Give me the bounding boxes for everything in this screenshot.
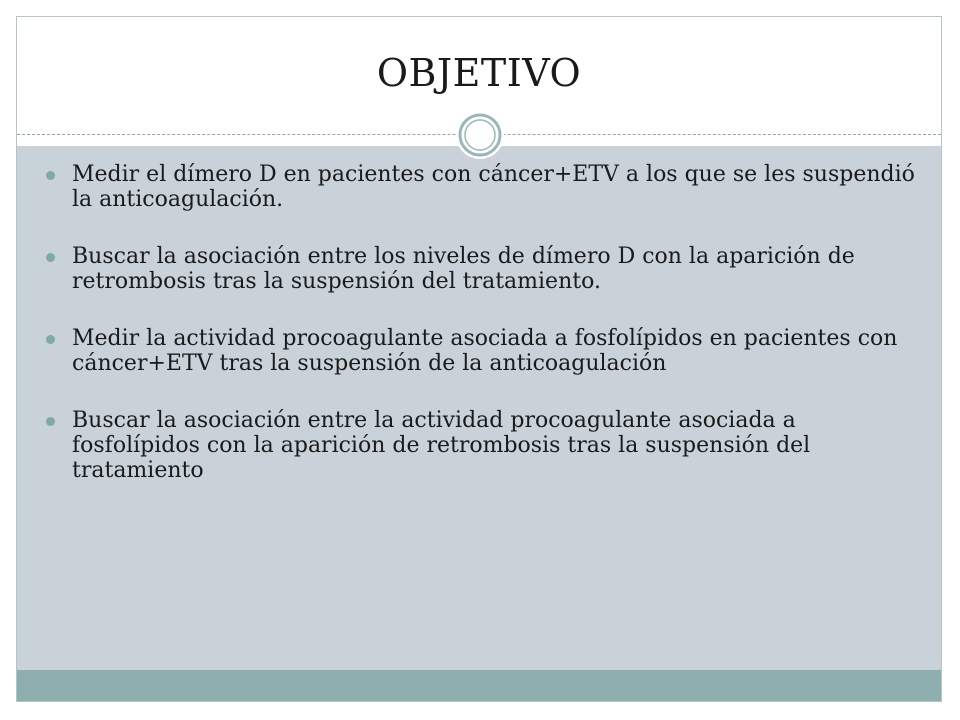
bullet-item [46, 326, 916, 376]
bullet-list [46, 162, 916, 515]
bullet-text: Medir el dímero D en pacientes con cáncer+ETV a los que se les suspendió la anticoagulación. [72, 162, 915, 212]
bullet-item [46, 162, 916, 212]
circle-ornament-icon [455, 110, 505, 160]
bullet-dot-icon [46, 171, 55, 180]
bullet-item [46, 244, 916, 294]
bullet-dot-icon [46, 335, 55, 344]
slide-title: OBJETIVO [376, 51, 582, 95]
bullet-dot-icon [46, 417, 55, 426]
bullet-dot-icon [46, 253, 55, 262]
bullet-text: Medir la actividad procoagulante asociada a fosfolípidos en pacientes con cáncer+ETV tras la suspensión de la anticoagulación [72, 326, 898, 376]
bullet-item [46, 408, 916, 483]
bullet-text: Buscar la asociación entre los niveles de dímero D con la aparición de retrombosis tras la suspensión del tratamiento. [72, 244, 855, 294]
footer-bar [17, 670, 941, 701]
bullet-text: Buscar la asociación entre la actividad procoagulante asociada a fosfolípidos con la aparición de retrombosis tras la suspensión del tratamiento [72, 408, 811, 483]
